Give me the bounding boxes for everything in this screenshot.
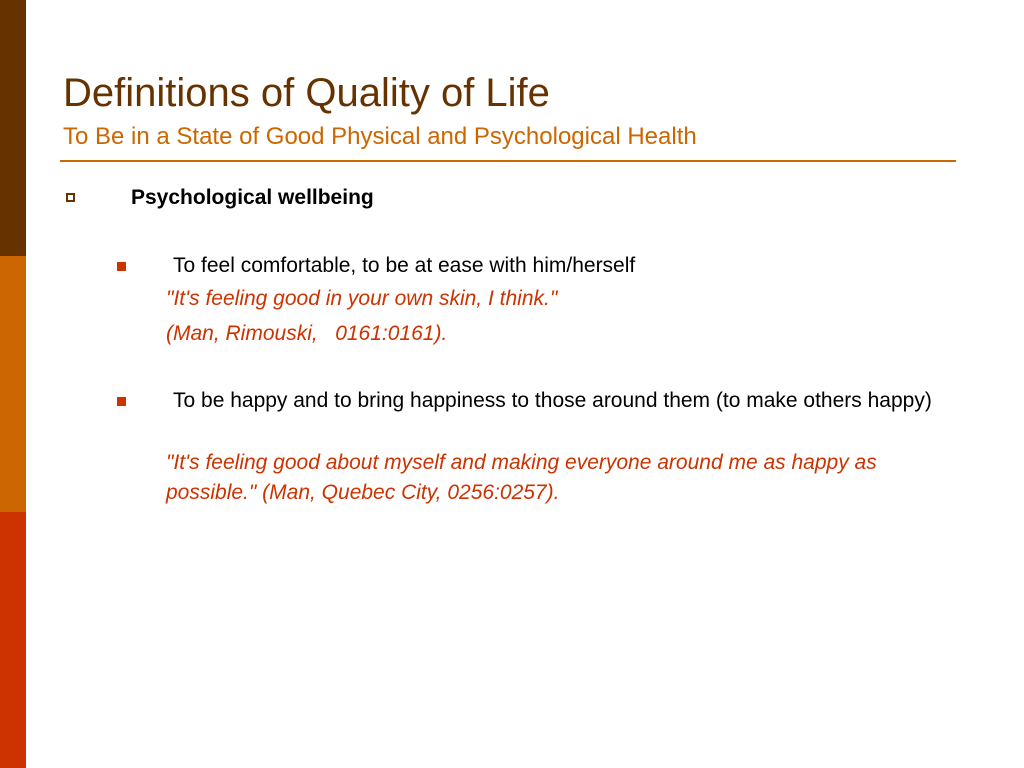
slide-subtitle: To Be in a State of Good Physical and Psychological Health [63, 123, 697, 150]
quote-citation: (Man, Rimouski, 0161:0161). [166, 322, 448, 345]
bullet-point: To feel comfortable, to be at ease with him/herself [173, 254, 636, 277]
solid-square-bullet-icon [117, 397, 126, 406]
quote-text: "It's feeling good in your own skin, I think." [166, 287, 558, 310]
title-divider [60, 160, 956, 162]
bullet-point: To be happy and to bring happiness to those around them (to make others happy) [173, 389, 932, 412]
side-strip-middle [0, 256, 26, 512]
hollow-square-bullet-icon [66, 193, 75, 202]
slide-title: Definitions of Quality of Life [63, 71, 550, 115]
solid-square-bullet-icon [117, 262, 126, 271]
side-strip-bottom [0, 512, 26, 768]
side-strip-top [0, 0, 26, 256]
quote-text: "It's feeling good about myself and making everyone around me as happy as possible." (Man, Quebec City, 0256:0257). [166, 451, 877, 504]
section-heading: Psychological wellbeing [131, 186, 374, 209]
